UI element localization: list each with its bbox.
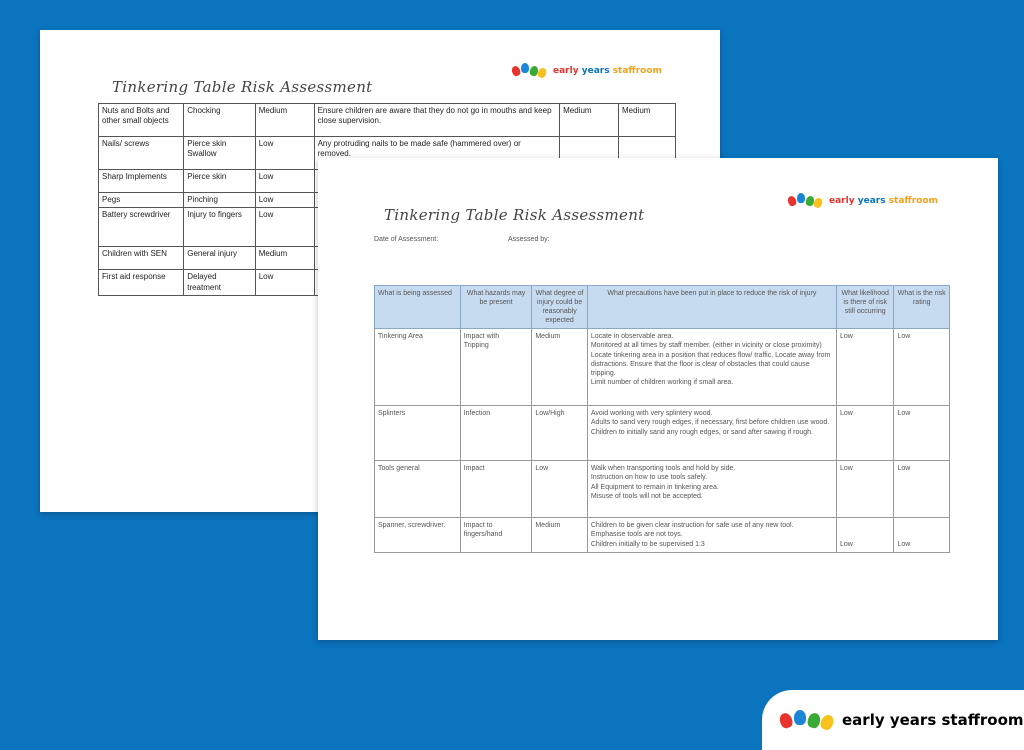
table-row <box>375 329 950 406</box>
table-cell: Low <box>255 208 314 247</box>
table-cell: Injury to fingers <box>184 208 256 247</box>
back-brand-logo: early years staffroom <box>512 66 662 76</box>
table-cell: First aid response <box>99 270 184 296</box>
table-row <box>99 104 676 137</box>
table-row <box>375 518 950 553</box>
table-cell: Ensure children are aware that they do not go in mouths and keep close supervision. <box>314 104 560 137</box>
header-degree: What degree of injury could be reasonably expected <box>532 286 587 329</box>
table-cell: Children with SEN <box>99 247 184 270</box>
table-header-row <box>375 286 950 329</box>
table-cell: Pinching <box>184 193 256 208</box>
table-cell: Spanner, screwdriver. <box>375 518 461 553</box>
front-page-title: Tinkering Table Risk Assessment <box>384 206 645 224</box>
table-cell: Medium <box>560 104 619 137</box>
table-cell: Children to be given clear instruction for safe use of any new tool. Emphasise tools are not toys. Children initially to be supervised 1:3 <box>587 518 836 553</box>
table-cell: Low/High <box>532 406 587 461</box>
table-cell: Walk when transporting tools and hold by side. Instruction on how to use tools safely. All Equipment to remain in tinkering area. Misuse of tools will not be accepted. <box>587 461 836 518</box>
table-cell: Any protruding nails to be made safe (hammered over) or removed. <box>314 137 560 170</box>
table-cell: Low <box>255 270 314 296</box>
table-row <box>375 406 950 461</box>
table-cell: Delayed treatment <box>184 270 256 296</box>
table-cell: Low <box>836 406 894 461</box>
table-cell: Medium <box>619 104 676 137</box>
table-cell: Medium <box>255 104 314 137</box>
table-cell: Tools general <box>375 461 461 518</box>
header-assessed: What is being assessed <box>375 286 461 329</box>
table-cell: Nails/ screws <box>99 137 184 170</box>
table-cell: Pegs <box>99 193 184 208</box>
hands-logo-icon <box>788 196 823 206</box>
table-cell: Low <box>894 329 950 406</box>
table-row <box>375 461 950 518</box>
assessed-by-label: Assessed by: <box>508 236 550 243</box>
table-cell: Medium <box>255 247 314 270</box>
table-cell: Avoid working with very splintery wood. Adults to sand very rough edges, if necessary, first before children use wood. Children to initially sand any rough edges, or sand after sawing if rough. <box>587 406 836 461</box>
table-cell: Low <box>836 329 894 406</box>
table-cell: Splinters <box>375 406 461 461</box>
hands-logo-icon <box>780 713 834 728</box>
hands-logo-icon <box>512 66 547 76</box>
front-brand-logo: early years staffroom <box>788 196 938 206</box>
table-cell: Battery screwdriver <box>99 208 184 247</box>
table-cell: Impact with Tripping <box>460 329 532 406</box>
table-cell: General injury <box>184 247 256 270</box>
table-cell: Low <box>836 518 894 553</box>
header-hazards: What hazards may be present <box>460 286 532 329</box>
front-document-page <box>318 158 998 640</box>
table-cell: Medium <box>532 329 587 406</box>
table-cell: Chocking <box>184 104 256 137</box>
table-cell: Sharp Implements <box>99 170 184 193</box>
table-cell: Low <box>836 461 894 518</box>
table-cell: Impact to fingers/hand <box>460 518 532 553</box>
corner-brand-badge: early years staffroom <box>762 690 1024 750</box>
header-rating: What is the risk rating <box>894 286 950 329</box>
table-cell: Low <box>255 170 314 193</box>
table-cell: Low <box>894 461 950 518</box>
table-cell: Pierce skin Swallow <box>184 137 256 170</box>
table-cell: Medium <box>532 518 587 553</box>
front-risk-table <box>374 285 950 553</box>
table-cell: Impact <box>460 461 532 518</box>
header-precautions: What precautions have been put in place to reduce the risk of injury <box>587 286 836 329</box>
table-cell: Low <box>255 193 314 208</box>
table-cell: Pierce skin <box>184 170 256 193</box>
table-cell: Locate in observable area. Monitored at all times by staff member. (either in vicinity or close proximity) Locate tinkering area in a position that reduces flow/ traffic. Locate away from distractions. Ensure that the floor is clear of obstacles that could cause tripping. Limit number of children working if small area. <box>587 329 836 406</box>
table-cell: Tinkering Area <box>375 329 461 406</box>
table-cell: Low <box>532 461 587 518</box>
header-likelihood: What likelihood is there of risk still occurring <box>836 286 894 329</box>
table-cell: Nuts and Bolts and other small objects <box>99 104 184 137</box>
table-cell: Low <box>255 137 314 170</box>
table-cell: Infection <box>460 406 532 461</box>
back-page-title: Tinkering Table Risk Assessment <box>112 78 373 96</box>
table-cell: Low <box>894 518 950 553</box>
date-of-assessment-label: Date of Assessment: <box>374 236 439 243</box>
table-cell: Low <box>894 406 950 461</box>
